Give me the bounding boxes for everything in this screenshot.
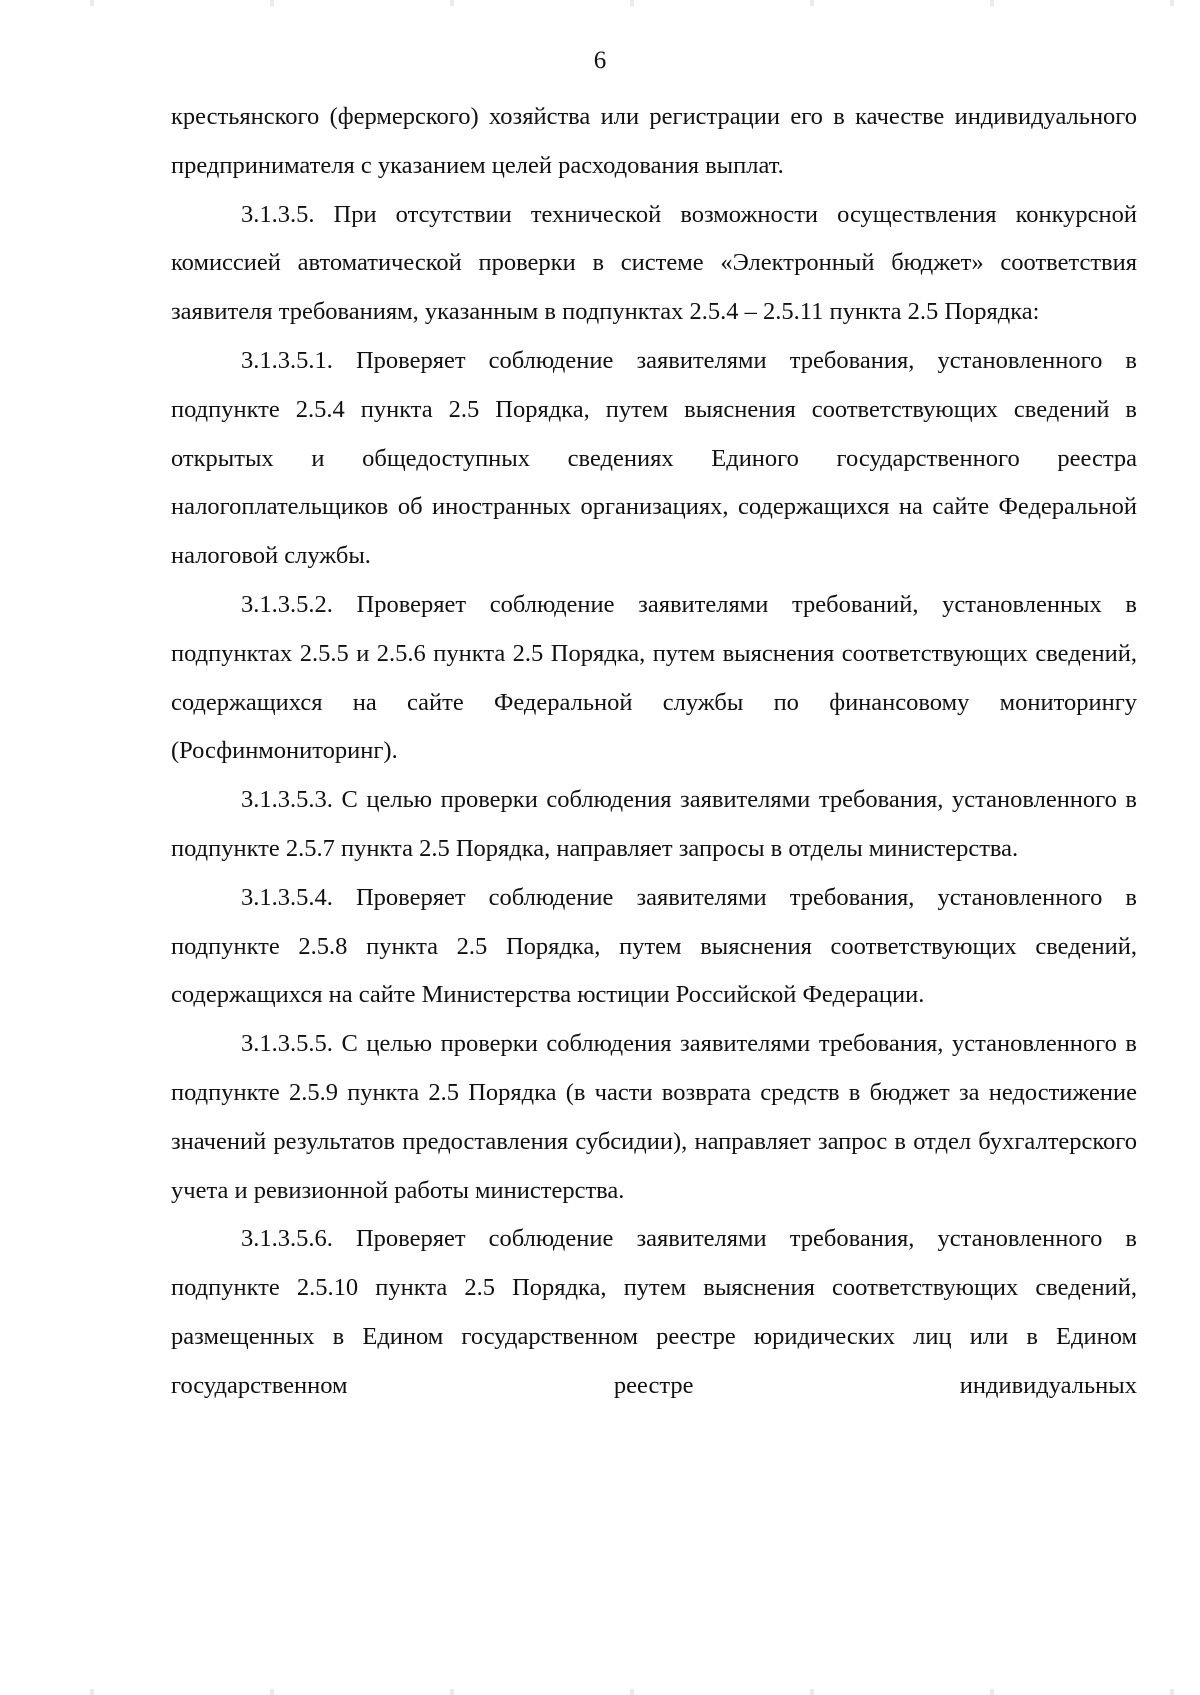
document-body	[171, 93, 1137, 1411]
paragraph-3-1-3-5-2: 3.1.3.5.2. Проверяет соблюдение заявителями требований, установленных в подпунктах 2.5.5 и 2.5.6 пункта 2.5 Порядка, путем выяснения соответствующих сведений, содержащихся на сайте Федеральной службы по финансовому мониторингу (Росфинмониторинг).	[171, 590, 1137, 765]
paragraph-3-1-3-5: 3.1.3.5. При отсутствии технической возможности осуществления конкурсной комиссией автоматической проверки в системе «Электронный бюджет» соответствия заявителя требованиям, указанным в подпунктах 2.5.4 – 2.5.11 пункта 2.5 Порядка:	[171, 200, 1137, 326]
paragraph-3-1-3-5-4: 3.1.3.5.4. Проверяет соблюдение заявителями требования, установленного в подпункте 2.5.8 пункта 2.5 Порядка, путем выяснения соответствующих сведений, содержащихся на сайте Министерства юстиции Российской Федерации.	[171, 883, 1137, 1009]
page-number: 6	[593, 47, 607, 74]
scan-edge-bottom	[0, 1689, 1200, 1695]
paragraph-3-1-3-5-1: 3.1.3.5.1. Проверяет соблюдение заявителями требования, установленного в подпункте 2.5.4 пункта 2.5 Порядка, путем выяснения соответствующих сведений в открытых и общедоступных сведениях Единого государственного реестра налогоплательщиков об иностранных организациях, содержащихся на сайте Федеральной налоговой службы.	[171, 346, 1137, 570]
paragraph-3-1-3-5-6: 3.1.3.5.6. Проверяет соблюдение заявителями требования, установленного в подпункте 2.5.10 пункта 2.5 Порядка, путем выяснения соответствующих сведений, размещенных в Едином государственном реестре юридических лиц или в Едином государственном реестре индивидуальных	[171, 1225, 1137, 1399]
paragraph-continuation: крестьянского (фермерского) хозяйства или регистрации его в качестве индивидуального предпринимателя с указанием целей расходования выплат.	[171, 103, 1137, 179]
scan-edge-top	[0, 0, 1200, 6]
paragraph-3-1-3-5-3: 3.1.3.5.3. С целью проверки соблюдения заявителями требования, установленного в подпункте 2.5.7 пункта 2.5 Порядка, направляет запросы в отделы министерства.	[171, 786, 1137, 862]
paragraph-3-1-3-5-5: 3.1.3.5.5. С целью проверки соблюдения заявителями требования, установленного в подпункте 2.5.9 пункта 2.5 Порядка (в части возврата средств в бюджет за недостижение значений результатов предоставления субсидии), направляет запрос в отдел бухгалтерского учета и ревизионной работы министерства.	[171, 1030, 1137, 1204]
